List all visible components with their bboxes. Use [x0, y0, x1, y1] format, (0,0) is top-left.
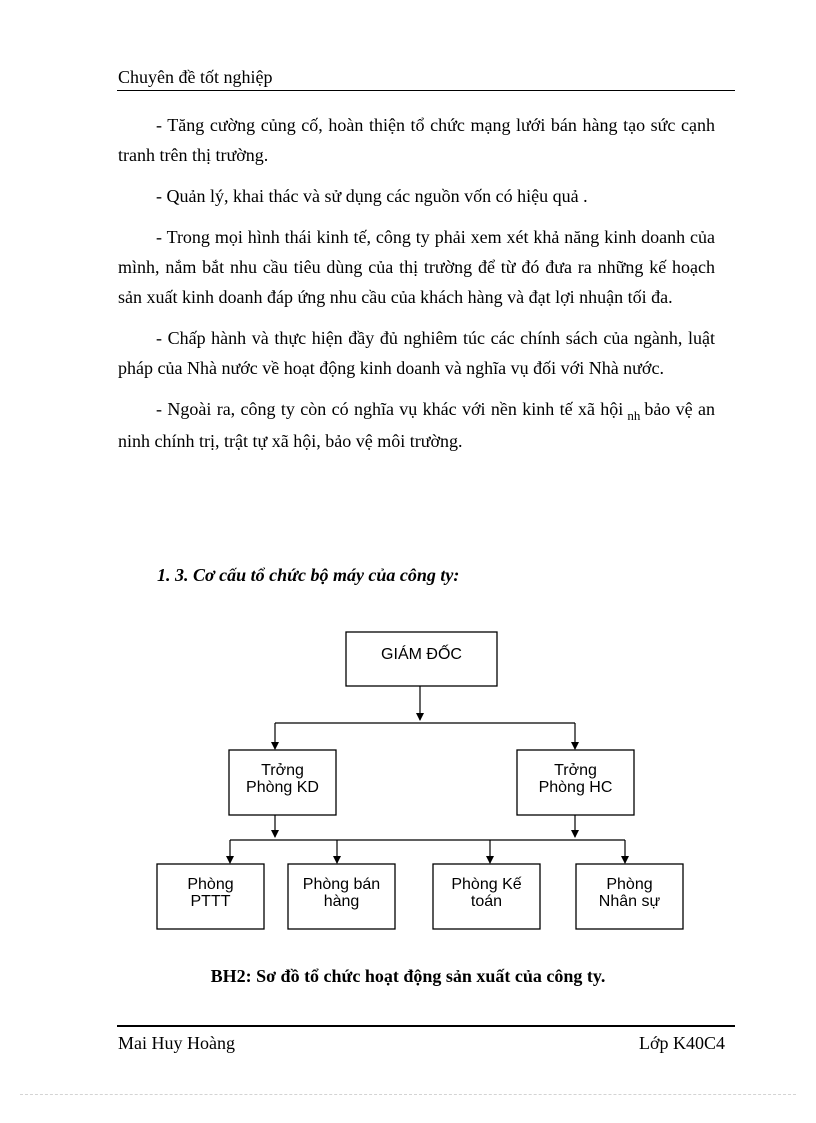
- paragraph-3: - Trong mọi hình thái kinh tế, công ty phải xem xét khả năng kinh doanh của mình, nắm bắt nhu cầu tiêu dùng của thị trường để từ đó đưa ra những kế hoạch sản xuất kinh doanh đáp ứng nhu cầu của khách hàng và đạt lợi nhuận tối đa.: [118, 227, 715, 307]
- department-ke-toan-line2: toán: [470, 893, 503, 910]
- arrow-pttt: [226, 856, 234, 864]
- department-ke-toan-line1: Phòng Kế: [451, 876, 522, 893]
- department-node-ban-hang: [288, 864, 395, 929]
- footer-author: Mai Huy Hoàng: [118, 1033, 235, 1053]
- paragraph-4: - Chấp hành và thực hiện đầy đủ nghiêm túc các chính sách của ngành, luật pháp của Nhà nước về hoạt động kinh doanh và nghĩa vụ đối với Nhà nước.: [118, 328, 715, 378]
- arrow-head-kd: [271, 742, 279, 750]
- paragraph-2: - Quản lý, khai thác và sử dụng các nguồn vốn có hiệu quả .: [156, 186, 588, 206]
- head-hc-line1: Trởng: [554, 762, 597, 779]
- paragraph-5-fragment: nh: [627, 408, 641, 423]
- page-header-title: Chuyên đề tốt nghiệp: [118, 67, 273, 87]
- head-node-kd: [229, 750, 336, 815]
- department-nhan-su-line1: Phòng: [606, 876, 653, 893]
- footer-divider: [117, 1025, 735, 1027]
- department-node-pttt: [157, 864, 264, 929]
- director-label: GIÁM ĐỐC: [381, 646, 462, 663]
- head-kd-line1: Trởng: [261, 762, 304, 779]
- arrow-nhan-su: [621, 856, 629, 864]
- department-pttt-line2: PTTT: [190, 893, 231, 910]
- director-node: [346, 632, 497, 686]
- arrow-kd-down: [271, 830, 279, 838]
- paragraph-5-start: - Ngoài ra, công ty còn có nghĩa vụ khác với nền kinh tế xã hội: [156, 399, 624, 419]
- department-node-nhan-su: [576, 864, 683, 929]
- arrow-hc-down: [571, 830, 579, 838]
- paragraph-1: - Tăng cường củng cố, hoàn thiện tổ chức mạng lưới bán hàng tạo sức cạnh tranh trên thị trường.: [118, 115, 715, 165]
- arrow-head-hc: [571, 742, 579, 750]
- department-ban-hang-line1: Phòng bán: [302, 876, 381, 893]
- department-pttt-line1: Phòng: [187, 876, 234, 893]
- department-nhan-su-line2: Nhân sự: [598, 893, 661, 910]
- head-hc-line2: Phòng HC: [538, 779, 613, 796]
- footer-class-label: Lớp K40C4: [638, 1033, 725, 1053]
- department-node-ke-toan: [433, 864, 540, 929]
- figure-caption: BH2: Sơ đồ tổ chức hoạt động sản xuất của công ty.: [210, 966, 606, 986]
- head-node-hc: [517, 750, 634, 815]
- arrow-director: [416, 713, 424, 721]
- head-kd-line2: Phòng KD: [246, 779, 319, 796]
- page-bottom-edge: [20, 1094, 796, 1095]
- department-ban-hang-line2: hàng: [323, 893, 360, 910]
- arrow-ban-hang: [333, 856, 341, 864]
- paragraph-5-end: bảo vệ an ninh chính trị, trật tự xã hội, bảo vệ môi trường.: [118, 399, 716, 451]
- section-heading: 1. 3. Cơ cấu tổ chức bộ máy của công ty:: [157, 565, 460, 585]
- arrow-ke-toan: [486, 856, 494, 864]
